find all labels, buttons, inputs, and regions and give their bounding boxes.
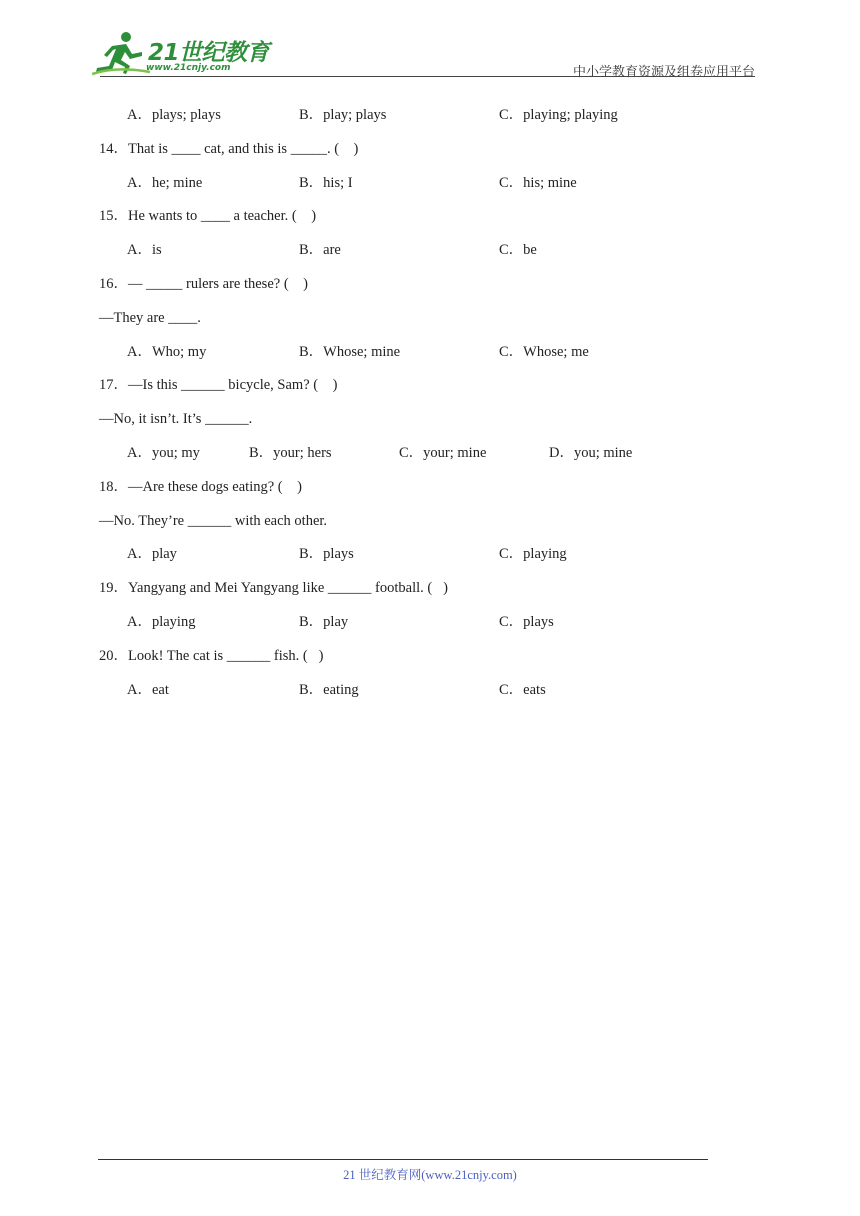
option-c[interactable]: C．his; mine	[499, 174, 577, 191]
option-b[interactable]: B．eating	[299, 681, 359, 698]
question-stem: 17．—Is this ______ bicycle, Sam? ( )	[99, 377, 338, 394]
logo-text: 21世纪教育	[148, 40, 270, 66]
option-a[interactable]: A．eat	[127, 681, 169, 698]
question-stem: 14．That is ____ cat, and this is _____. ( )	[99, 140, 359, 157]
options-row	[0, 544, 860, 564]
option-b[interactable]: B．plays	[299, 546, 354, 563]
site-logo	[92, 30, 270, 78]
question-answer-line: —They are ____.	[99, 309, 201, 326]
options-row	[0, 105, 860, 125]
question-answer-line: —No, it isn’t. It’s ______.	[99, 411, 253, 428]
option-d[interactable]: D．you; mine	[549, 445, 633, 461]
option-b[interactable]: B．his; I	[299, 174, 353, 191]
option-c[interactable]: C．your; mine	[399, 445, 487, 461]
question-stem: 16．— _____ rulers are these? ( )	[99, 276, 308, 292]
option-a[interactable]: A．play	[127, 546, 177, 563]
option-a[interactable]: A．playing	[127, 614, 196, 630]
question-stem: 15．He wants to ____ a teacher. ( )	[99, 208, 317, 225]
option-b[interactable]: B．play	[299, 614, 349, 630]
runner-logo-icon	[92, 30, 152, 76]
option-c[interactable]: C．playing	[499, 546, 567, 563]
option-a[interactable]: A．he; mine	[127, 174, 203, 191]
option-b[interactable]: B．Whose; mine	[299, 343, 401, 360]
footer-divider	[98, 1159, 708, 1160]
question-answer-line: —No. They’re ______ with each other.	[99, 512, 328, 529]
option-a[interactable]: A．is	[127, 242, 162, 259]
option-c[interactable]: C．eats	[499, 681, 546, 698]
option-b[interactable]: B．your; hers	[249, 445, 332, 461]
page-header	[0, 0, 860, 80]
option-a[interactable]: A．plays; plays	[127, 107, 221, 123]
header-divider	[100, 76, 755, 77]
options-row	[0, 680, 860, 700]
question-stem: 20．Look! The cat is ______ fish. ( )	[99, 647, 324, 664]
options-row	[0, 443, 860, 463]
option-a[interactable]: A．you; my	[127, 445, 200, 461]
options-row	[0, 240, 860, 260]
options-row	[0, 612, 860, 632]
question-stem: 19．Yangyang and Mei Yangyang like ______ football. ( )	[99, 580, 448, 597]
footer-text: 21 世纪教育网(www.21cnjy.com)	[343, 1168, 517, 1182]
option-a[interactable]: A．Who; my	[127, 343, 207, 360]
option-b[interactable]: B．play; plays	[299, 107, 387, 123]
option-c[interactable]: C．Whose; me	[499, 343, 589, 360]
option-c[interactable]: C．be	[499, 242, 537, 259]
logo-url: www.21cnjy.com	[146, 63, 231, 73]
option-c[interactable]: C．playing; playing	[499, 107, 618, 123]
option-c[interactable]: C．plays	[499, 614, 554, 630]
options-row	[0, 342, 860, 362]
options-row	[0, 173, 860, 193]
option-b[interactable]: B．are	[299, 242, 341, 259]
question-stem: 18．—Are these dogs eating? ( )	[99, 478, 302, 495]
platform-name: 中小学教育资源及组卷应用平台	[572, 65, 755, 80]
